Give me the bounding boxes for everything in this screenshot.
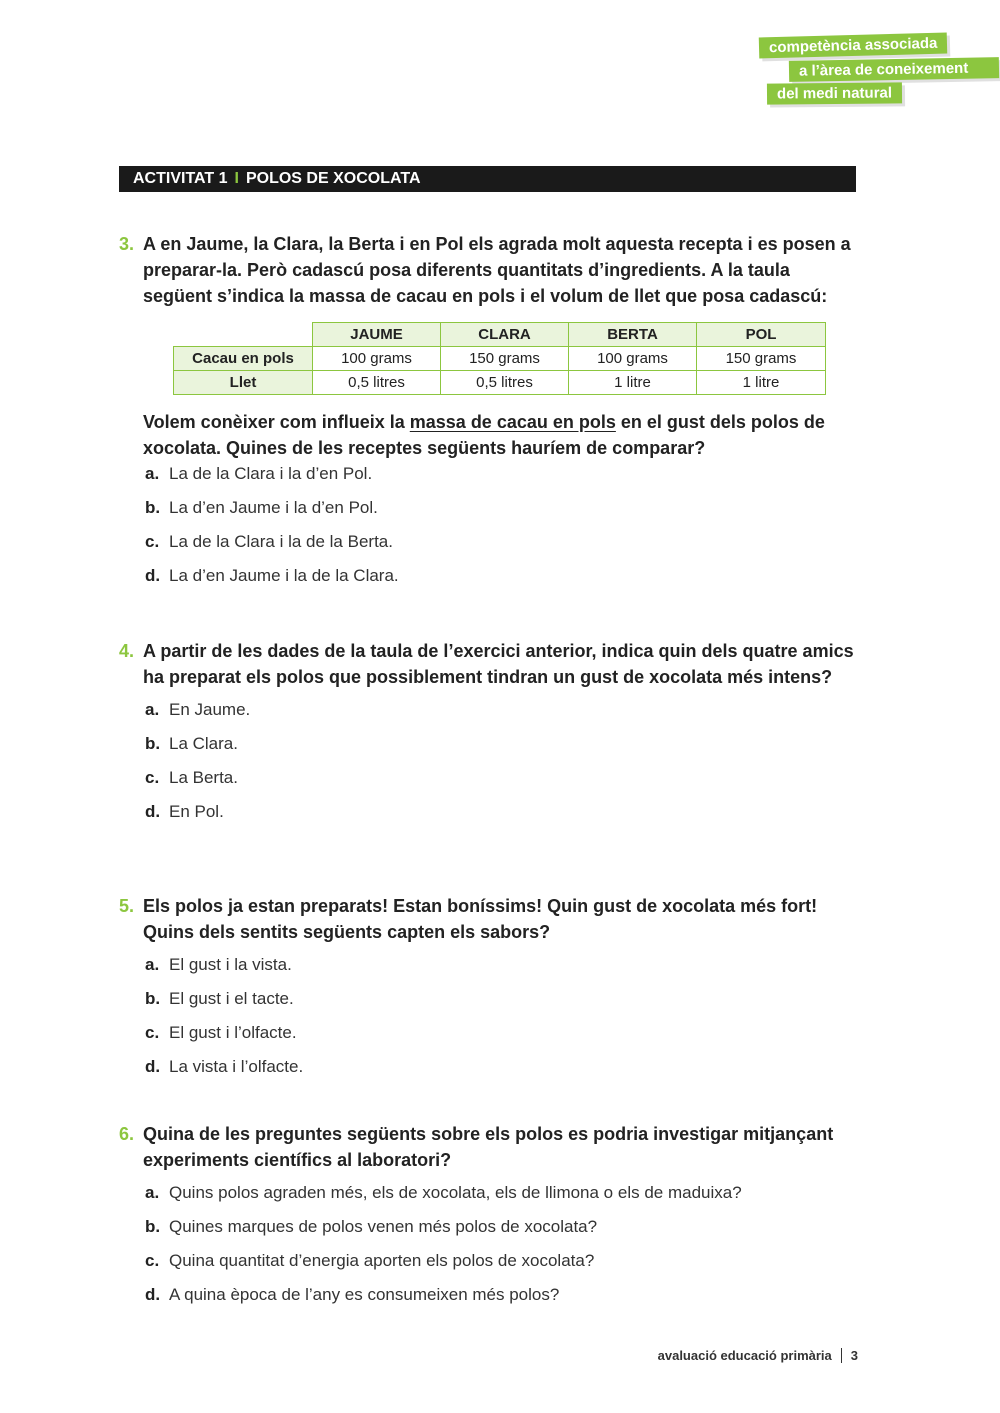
option-text: En Pol.: [169, 802, 224, 821]
stem-underlined-text: massa de cacau en pols: [409, 412, 616, 432]
option-text: La d’en Jaume i la d’en Pol.: [169, 498, 378, 517]
table-corner: [174, 323, 313, 347]
option-text: En Jaume.: [169, 700, 251, 719]
question-6-prompt: [119, 1121, 859, 1173]
option-a[interactable]: [145, 464, 859, 498]
question-3-options: [119, 464, 859, 600]
option-c[interactable]: [145, 1251, 859, 1285]
option-letter: c.: [145, 532, 160, 551]
option-text: La Clara.: [169, 734, 238, 753]
option-text: La Berta.: [169, 768, 238, 787]
table-cell: 150 grams: [441, 347, 569, 371]
option-letter: d.: [145, 1057, 161, 1076]
ingredients-table: [173, 322, 826, 395]
question-text: Els polos ja estan preparats! Estan boníssims! Quin gust de xocolata més fort! Quins dels sentits següents capten els sabors?: [143, 896, 818, 942]
header-clara: CLARA: [441, 323, 569, 347]
page-number: 3: [850, 1348, 858, 1363]
option-text: Quins polos agraden més, els de xocolata, els de llimona o els de maduixa?: [169, 1183, 742, 1202]
question-number: 5.: [119, 896, 135, 916]
option-letter: c.: [145, 1023, 160, 1042]
option-letter: a.: [145, 1183, 160, 1202]
option-text: La de la Clara i la de la Berta.: [169, 532, 393, 551]
header-berta: BERTA: [569, 323, 697, 347]
option-a[interactable]: [145, 955, 859, 989]
option-d[interactable]: [145, 1285, 859, 1319]
question-text: A partir de les dades de la taula de l’exercici anterior, indica quin dels quatre amics ha preparat els polos que possiblement tindran un gust de xocolata més intens?: [143, 641, 854, 687]
table-cell: 0,5 litres: [441, 371, 569, 395]
option-c[interactable]: [145, 768, 859, 802]
row-label-llet: Llet: [174, 371, 313, 395]
option-text: El gust i el tacte.: [169, 989, 294, 1008]
question-number: 3.: [119, 234, 135, 254]
header-jaume: JAUME: [313, 323, 441, 347]
option-letter: d.: [145, 566, 161, 585]
option-b[interactable]: [145, 1217, 859, 1251]
table-cell: 150 grams: [697, 347, 826, 371]
option-d[interactable]: [145, 566, 859, 600]
option-text: La vista i l’olfacte.: [169, 1057, 304, 1076]
question-4: [119, 638, 859, 836]
stem-text-before: Volem conèixer com influeix la: [143, 412, 410, 432]
question-5: [119, 893, 859, 1091]
question-6: [119, 1121, 859, 1319]
option-letter: c.: [145, 1251, 160, 1270]
option-a[interactable]: [145, 700, 859, 734]
option-letter: d.: [145, 802, 161, 821]
table-cell: 100 grams: [313, 347, 441, 371]
question-number: 6.: [119, 1124, 135, 1144]
footer-divider: [841, 1348, 842, 1363]
question-3-stem: [143, 409, 859, 461]
table-row: [174, 371, 826, 395]
question-3-prompt: [119, 231, 859, 309]
option-letter: b.: [145, 989, 161, 1008]
option-c[interactable]: [145, 532, 859, 566]
competency-badge-line-1: competència associada: [759, 33, 948, 59]
option-text: A quina època de l’any es consumeixen més polos?: [169, 1285, 560, 1304]
header-pol: POL: [697, 323, 826, 347]
question-5-prompt: [119, 893, 859, 945]
option-text: Quina quantitat d’energia aporten els polos de xocolata?: [169, 1251, 595, 1270]
option-text: La d’en Jaume i la de la Clara.: [169, 566, 399, 585]
table-cell: 1 litre: [697, 371, 826, 395]
option-text: El gust i la vista.: [169, 955, 292, 974]
table-row: [174, 347, 826, 371]
row-label-cacau: Cacau en pols: [174, 347, 313, 371]
table-cell: 0,5 litres: [313, 371, 441, 395]
option-d[interactable]: [145, 1057, 859, 1091]
competency-badge-line-2: a l’àrea de coneixement: [789, 57, 999, 82]
competency-badge-line-3: del medi natural: [767, 82, 902, 104]
option-letter: d.: [145, 1285, 161, 1304]
option-text: El gust i l’olfacte.: [169, 1023, 297, 1042]
option-letter: b.: [145, 1217, 161, 1236]
option-a[interactable]: [145, 1183, 859, 1217]
table-cell: 100 grams: [569, 347, 697, 371]
option-letter: a.: [145, 464, 160, 483]
option-text: La de la Clara i la d’en Pol.: [169, 464, 373, 483]
question-text: Quina de les preguntes següents sobre els polos es podria investigar mitjançant experiments científics al laboratori?: [143, 1124, 834, 1170]
stem-text-after: en el gust dels polos de xocolata. Quines de les receptes següents hauríem de comparar?: [143, 412, 825, 458]
option-letter: a.: [145, 700, 160, 719]
question-3: [119, 231, 859, 309]
question-4-prompt: [119, 638, 859, 690]
option-letter: b.: [145, 498, 161, 517]
option-text: Quines marques de polos venen més polos de xocolata?: [169, 1217, 598, 1236]
footer-label: avaluació educació primària: [657, 1348, 832, 1363]
banner-separator: I: [234, 170, 239, 187]
activity-label: ACTIVITAT 1: [133, 170, 228, 187]
option-b[interactable]: [145, 989, 859, 1023]
activity-title: POLOS DE XOCOLATA: [245, 170, 421, 187]
table-header-row: [174, 323, 826, 347]
option-b[interactable]: [145, 498, 859, 532]
option-letter: a.: [145, 955, 160, 974]
question-text: A en Jaume, la Clara, la Berta i en Pol els agrada molt aquesta recepta i es posen a preparar-la. Però cadascú posa diferents quantitats d’ingredients. A la taula següent s’indica la massa de cacau en pols i el volum de llet que posa cadascú:: [143, 234, 851, 306]
table-cell: 1 litre: [569, 371, 697, 395]
option-c[interactable]: [145, 1023, 859, 1057]
option-letter: c.: [145, 768, 160, 787]
option-letter: b.: [145, 734, 161, 753]
option-b[interactable]: [145, 734, 859, 768]
activity-banner: [119, 166, 856, 192]
option-d[interactable]: [145, 802, 859, 836]
question-number: 4.: [119, 641, 135, 661]
page-footer: [658, 1348, 858, 1363]
